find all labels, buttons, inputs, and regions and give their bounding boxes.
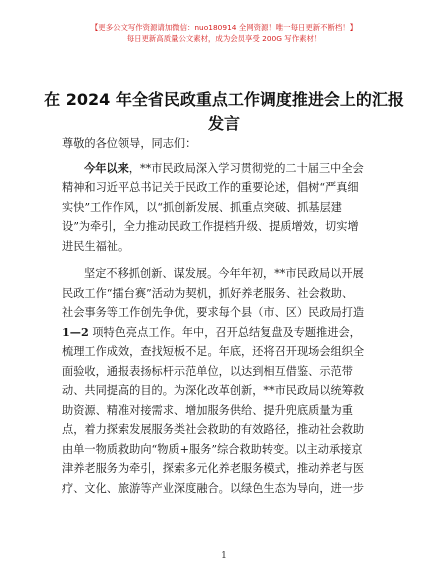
para1-line: 精神和习近平总书记关于民政工作的重要论述，倡树“严真细 [62,181,359,194]
promo-banner [0,22,448,44]
para2-line: 面验收，通报表扬标杆示范单位，以达到相互借鉴、示范带 [62,364,353,378]
para2-line-3: 社会事务等工作创先争优，要求每个县（市、区）民政局打造 [62,306,365,319]
para2-line-1: 坚定不移抓创新、谋发展。今年年初，**市民政局以开展 [84,267,364,280]
promo-line-1: 【更多公文写作资源请加微信：nuo180914 全网资源！唯一每日更新不断档！】 [90,23,358,32]
document-title: 在 2024 年全省民政重点工作调度推进会上的汇报发言 [44,90,404,133]
promo-line-2: 每日更新高质量公文素材，成为会员享受 200G 写作素材！ [126,34,322,43]
para1-line-1 [62,159,404,179]
para2-line-4-rest: 项特色亮点工作。年中，召开总结复盘及专题推进会， [88,325,361,339]
para2-line: 由单一物质救助向“物质+服务”综合救助转变。以主动承接京 [62,442,363,456]
para1-line: 进民生福祉。 [62,239,130,253]
para2-line: 梳理工作成效，查找短板不足。年底，还将召开现场会组织全 [62,345,365,358]
para1-lead: 今年以来 [84,160,129,175]
para2-line: 动、共同提高的目的。为深化改革创新，**市民政局以统筹救 [62,384,365,397]
para2-line: 助资源、精准对接需求、增加服务供给、提升兜底质量为重 [62,403,353,417]
para1-line: 设”为牵引，全力推动民政工作提档升级、提质增效，切实增 [62,220,359,233]
para2-line: 点，着力探索发展服务类社会救助的有效路径，推动社会救助 [62,423,365,436]
para2-line: 津养老服务为牵引，探索多元化养老服务模式，推动养老与医 [62,462,365,475]
document-body [62,134,404,498]
para1-first-rest: ，**市民政局深入学习贯彻党的二十届三中全会 [128,161,364,175]
para2-line: 疗、文化、旅游等产业深度融合。以绿色生态为导向，进一步 [62,481,365,495]
para1-line: 实快”工作作风，以“抓创新发展、抓重点突破、抓基层建 [62,200,342,214]
greeting: 尊敬的各位领导，同志们： [62,137,197,150]
para2-line-4 [62,323,404,343]
page-number: 1 [221,551,227,561]
para2-line-2: 民政工作“擂台赛”活动为契机，抓好养老服务、社会救助、 [62,286,354,300]
para2-bold-range: 1—2 [62,324,89,339]
paragraph-gap [62,256,404,264]
